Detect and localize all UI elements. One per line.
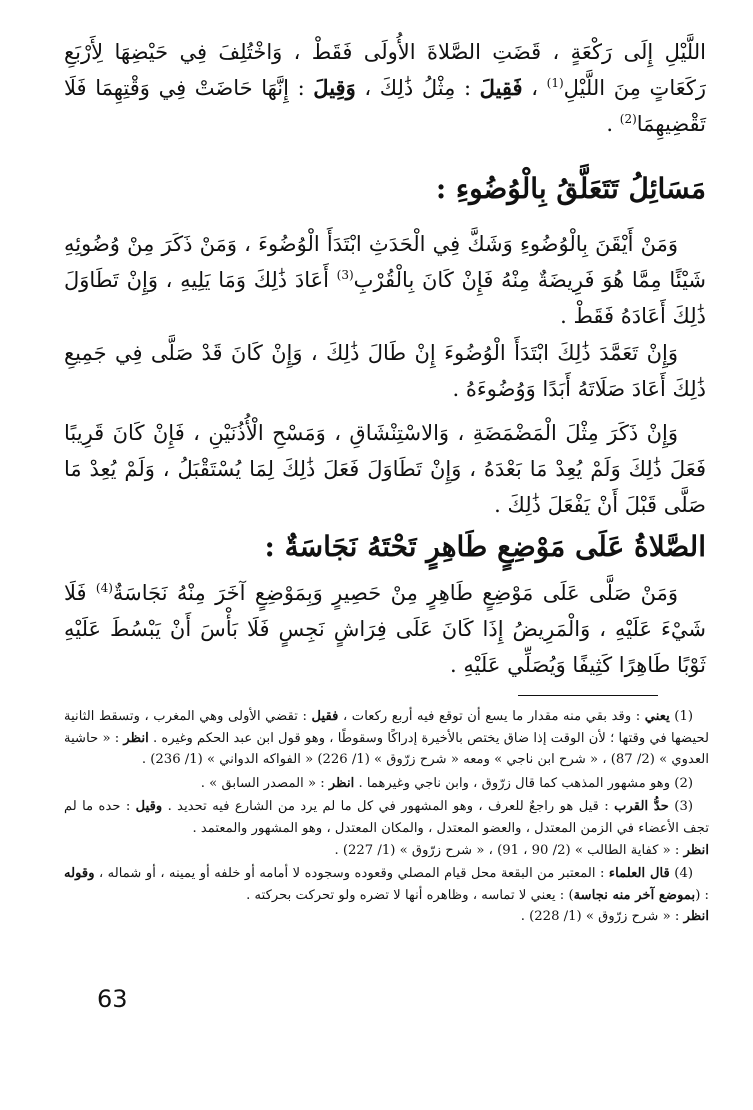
footnotes [64,706,709,930]
text-run: : « المصدر السابق » . [200,775,329,791]
text-run: . [606,112,620,136]
text-run: : إِنَّهَا حَاضَتْ فِي وَقْتِهِمَا فَلَا تَقْضِيهِمَا [64,76,706,136]
text-run: : ( [695,887,709,903]
bold-term: وقوله [64,866,95,882]
paragraph-text [64,34,706,142]
text-run: : « شرح زرّوق » (1/ 228) . [520,909,684,925]
paragraph-text: وَإِنْ تَعَمَّدَ ذَٰلِكَ ابْتَدَأَ الْوُضُوءَ إِنْ طَالَ ذَٰلِكَ ، وَإِنْ كَانَ قَدْ صَلَّى فِي جَمِيعِ ذَٰلِكَ أَعَادَ صَلَاتَهُ أَبَدًا وَوُضُوءَهُ . [64,341,706,401]
text-run: : « كفاية الطالب » (2/ 90 ، 91) ، « شرح زرّوق » (1/ 227) . [334,842,684,858]
paragraph-text [64,226,706,334]
footnote-number: (4) [674,866,693,882]
footnote-ref: (3) [336,268,354,282]
text-run: : وقد بقي منه مقدار ما يسع أن توقع فيه أربع ركعات ، [338,709,645,724]
footnote-number: (2) [674,775,693,791]
footnote-number: (3) [674,799,693,815]
paragraph-text [64,575,706,683]
text-run: أَعَادَ ذَٰلِكَ وَمَا يَلِيهِ ، وَإِنْ تَطَاوَلَ ذَٰلِكَ أَعَادَهُ فَقَطْ . [64,268,706,328]
footnote-ref: (1) [546,76,564,90]
text-run: اللَّيْلِ إِلَى رَكْعَةٍ ، قَضَتِ الصَّلاةَ الأُولَى فَقَطْ ، وَاخْتُلِفَ فِي حَيْضِهَا لِأَرْبَعِ رَكَعَاتٍ مِنَ اللَّيْلِ [64,40,706,100]
bold-term: قال العلماء [608,866,670,882]
bold-term: حدُّ القرب [614,799,669,815]
bold-term: انظر [683,842,709,858]
footnote-4 [64,863,709,928]
section-heading: مَسَائِلُ تَتَعَلَّقُ بِالْوُضُوءِ : [435,172,706,205]
text-run: وَمَنْ صَلَّى عَلَى مَوْضِعٍ طَاهِرٍ مِنْ حَصِيرٍ وَبِمَوْضِعٍ آخَرَ مِنْهُ نَجَاسَةٌ [112,581,678,605]
bold-term: وقيل [135,799,163,815]
text-run: : مِثْلُ ذَٰلِكَ ، [355,76,480,100]
text-run: وهو مشهور المذهب كما قال زرّوق ، وابن ناجي وغيرهما . [354,775,675,791]
text-run: ، [522,76,547,100]
bold-term: انظر [123,730,149,746]
footnote-3 [64,796,709,861]
text-run: : « حاشية العدوي » (2/ 87) ، « شرح ابن ناجي » ومعه « شرح زرّوق » (1/ 226) « الفواكه الدواني » (1/ 236) . [64,730,709,768]
bold-term: انظر [683,909,709,925]
text-run: ) : يعني لا تماسه ، وظاهره أنها لا تضره ولو تحركت بحركته . [246,887,574,903]
footnote-1 [64,706,709,771]
footnote-2 [64,773,709,795]
footnote-divider [518,695,658,696]
section-heading: الصَّلاةُ عَلَى مَوْضِعٍ طَاهِرٍ تَحْتَهُ نَجَاسَةٌ : [264,530,706,563]
intentional-paragraph [64,335,706,407]
footnote-ref: (4) [95,581,113,595]
text-run: فَلَا شَيْءَ عَلَيْهِ ، وَالْمَرِيضُ إِذَا كَانَ عَلَى فِرَاشٍ نَجِسٍ فَلَا بَأْسَ أَنْ يَبْسُطَ عَلَيْهِ ثَوْبًا طَاهِرًا كَثِيفًا وَيُصَلِّي عَلَيْهِ . [64,581,706,677]
bold-term: وَقِيلَ [313,75,356,100]
text-run: : تقضي الأولى وهي المغرب ، وتسقط الثانية لحيضها في وقتها ؛ لأن الوقت إذا ضاق يختص بالأخيرة إدراكًا وسقوطًا ، وهو قول ابن عبد الحكم وغيره . [64,709,709,746]
bold-term: يعني [644,709,670,724]
bold-term: بموضع آخر منه نجاسة [573,887,696,903]
bold-term: فقيل [311,709,339,724]
page-number: 63 [97,985,128,1013]
paragraph-text: وَإِنْ ذَكَرَ مِثْلَ الْمَضْمَضَةِ ، وَالاسْتِنْشَاقِ ، وَمَسْحِ الْأُذُنَيْنِ ، فَإِنْ كَانَ قَرِيبًا فَعَلَ ذَٰلِكَ وَلَمْ يُعِدْ مَا بَعْدَهُ ، وَإِنْ تَطَاوَلَ فَعَلَ ذَٰلِكَ لِمَا يُسْتَقْبَلُ ، وَلَمْ يُعِدْ مَا صَلَّى قَبْلَ أَنْ يَفْعَلَ ذَٰلِكَ . [64,421,706,517]
footnote-ref: (2) [619,112,637,126]
text-run: وَمَنْ أَيْقَنَ بِالْوُضُوءِ وَشَكَّ فِي الْحَدَثِ ابْتَدَأَ الْوُضُوءَ ، وَمَنْ ذَكَرَ مِنْ وُضُوئِهِ شَيْئًا مِمَّا هُوَ فَرِيضَةٌ مِنْهُ فَإِنْ كَانَ بِالْقُرْبِ [64,232,706,292]
text-run: : حده ما لم تجف الأعضاء في الزمن المعتدل ، والعضو المعتدل ، والمكان المعتدل ، وهو المشهور والمعتمد . [64,799,709,836]
bold-term: فَقِيلَ [479,75,523,100]
prayer-place-paragraph [64,575,706,683]
wudu-paragraph [64,226,706,334]
text-run: : قيل هو راجعٌ للعرف ، وهو المشهور في كل ما لم يرد من الشارع فيه تحديد . [162,799,615,815]
rinsing-paragraph [64,415,706,523]
text-run: : المعتبر من البقعة محل قيام المصلي وقعوده وسجوده لا أمامه أو خلفه أو يمينه ، أو شماله ، [94,866,609,882]
paragraph-continuation [64,34,706,142]
bold-term: انظر [328,775,355,791]
footnote-number: (1) [674,709,693,724]
